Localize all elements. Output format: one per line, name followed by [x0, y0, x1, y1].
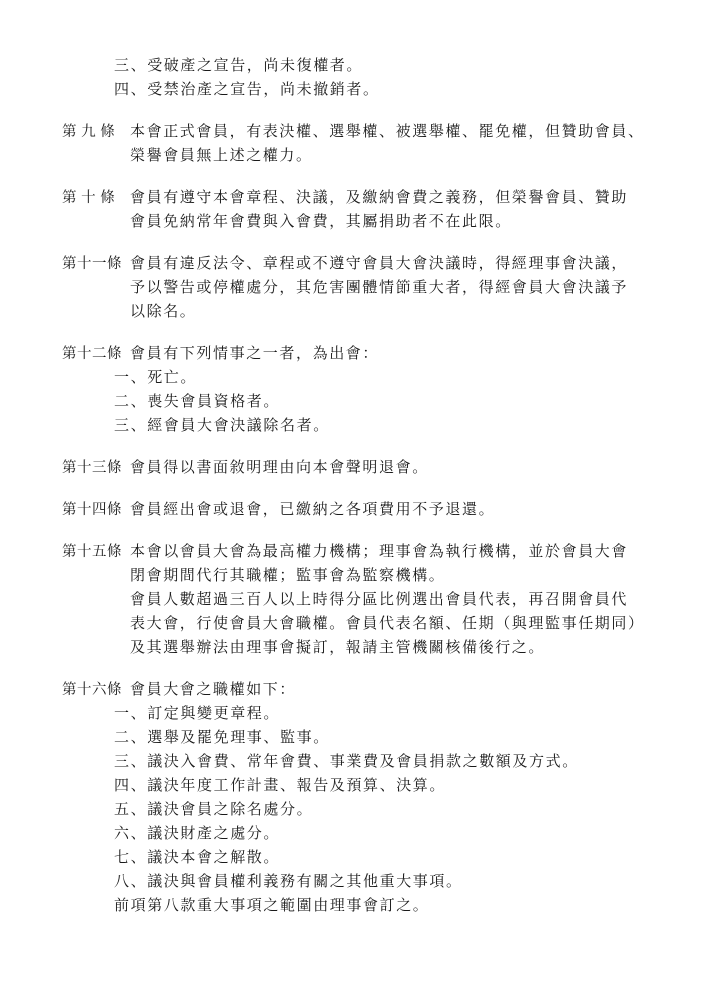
article-body: [130, 498, 663, 522]
article-list-item: 三、經會員大會決議除名者。: [114, 418, 330, 434]
article-list-item: 三、受破產之宣告，尚未復權者。: [114, 58, 364, 74]
article-text-line: 表大會，行使會員大會職權。會員代表名額、任期（與理監事任期同）: [130, 616, 645, 632]
article-list-item: 五、議決會員之除名處分。: [114, 802, 314, 818]
article: [62, 342, 663, 438]
article: [62, 120, 663, 168]
article-number: 第十一條: [62, 256, 122, 272]
article-text-line: 會員大會之職權如下：: [130, 682, 297, 698]
article-list-item: 四、受禁治產之宣告，尚未撤銷者。: [114, 82, 380, 98]
article: [62, 252, 663, 324]
article-body: [130, 252, 663, 324]
article-list-item: 一、訂定與變更章程。: [114, 706, 281, 722]
article-continuation: [62, 54, 663, 102]
article-number: 第十二條: [62, 346, 122, 362]
article-list-item: 六、議決財產之處分。: [114, 826, 281, 842]
document-content: [62, 54, 663, 918]
article-number: 第十四條: [62, 502, 122, 518]
article-text-line: 會員有違反法令、章程或不遵守會員大會決議時，得經理事會決議，: [130, 256, 629, 272]
article-text-line: 及其選舉辦法由理事會擬訂，報請主管機關核備後行之。: [130, 640, 546, 656]
article-text-line: 本會以會員大會為最高權力機構；理事會為執行機構，並於會員大會: [130, 544, 629, 560]
article-list-item: 一、死亡。: [114, 370, 198, 386]
article-number: 第十三條: [62, 460, 122, 476]
article-text-line: 本會正式會員，有表決權、選舉權、被選舉權、罷免權，但贊助會員、: [130, 124, 645, 140]
article-body: [130, 540, 663, 660]
article-list-item: 七、議決本會之解散。: [114, 850, 281, 866]
article-body: [114, 54, 663, 102]
article-text-line: 會員有下列情事之一者，為出會：: [130, 346, 380, 362]
article-text-line: 以除名。: [130, 304, 197, 320]
article-list-item: 前項第八款重大事項之範圍由理事會訂之。: [114, 898, 430, 914]
article-number: 第十六條: [62, 682, 122, 698]
article-text-line: 予以警告或停權處分，其危害團體情節重大者，得經會員大會決議予: [130, 280, 629, 296]
article-text-line: 會員有遵守本會章程、決議，及繳納會費之義務，但榮譽會員、贊助: [130, 190, 629, 206]
article-body: [114, 678, 663, 918]
article: [62, 540, 663, 660]
article: [62, 678, 663, 918]
article-text-line: 閉會期間代行其職權；監事會為監察機構。: [130, 568, 446, 584]
article-number: 第十五條: [62, 544, 122, 560]
article-body: [130, 186, 663, 234]
article-text-line: 會員經出會或退會，已繳納之各項費用不予退還。: [130, 502, 496, 518]
article-text-line: 榮譽會員無上述之權力。: [130, 148, 313, 164]
article-number: 第 十 條: [62, 190, 116, 206]
article-list-item: 八、議決與會員權利義務有關之其他重大事項。: [114, 874, 463, 890]
article-number: 第 九 條: [62, 124, 116, 140]
article-text-line: 會員人數超過三百人以上時得分區比例選出會員代表，再召開會員代: [130, 592, 629, 608]
article: [62, 186, 663, 234]
article: [62, 498, 663, 522]
article: [62, 456, 663, 480]
article-text-line: 會員免納常年會費與入會費，其屬捐助者不在此限。: [130, 214, 512, 230]
article-list-item: 二、選舉及罷免理事、監事。: [114, 730, 330, 746]
article-body: [114, 342, 663, 438]
article-body: [130, 456, 663, 480]
article-list-item: 二、喪失會員資格者。: [114, 394, 281, 410]
article-list-item: 三、議決入會費、常年會費、事業費及會員捐款之數額及方式。: [114, 754, 579, 770]
article-text-line: 會員得以書面敘明理由向本會聲明退會。: [130, 460, 429, 476]
article-body: [130, 120, 663, 168]
article-list-item: 四、議決年度工作計畫、報告及預算、決算。: [114, 778, 447, 794]
